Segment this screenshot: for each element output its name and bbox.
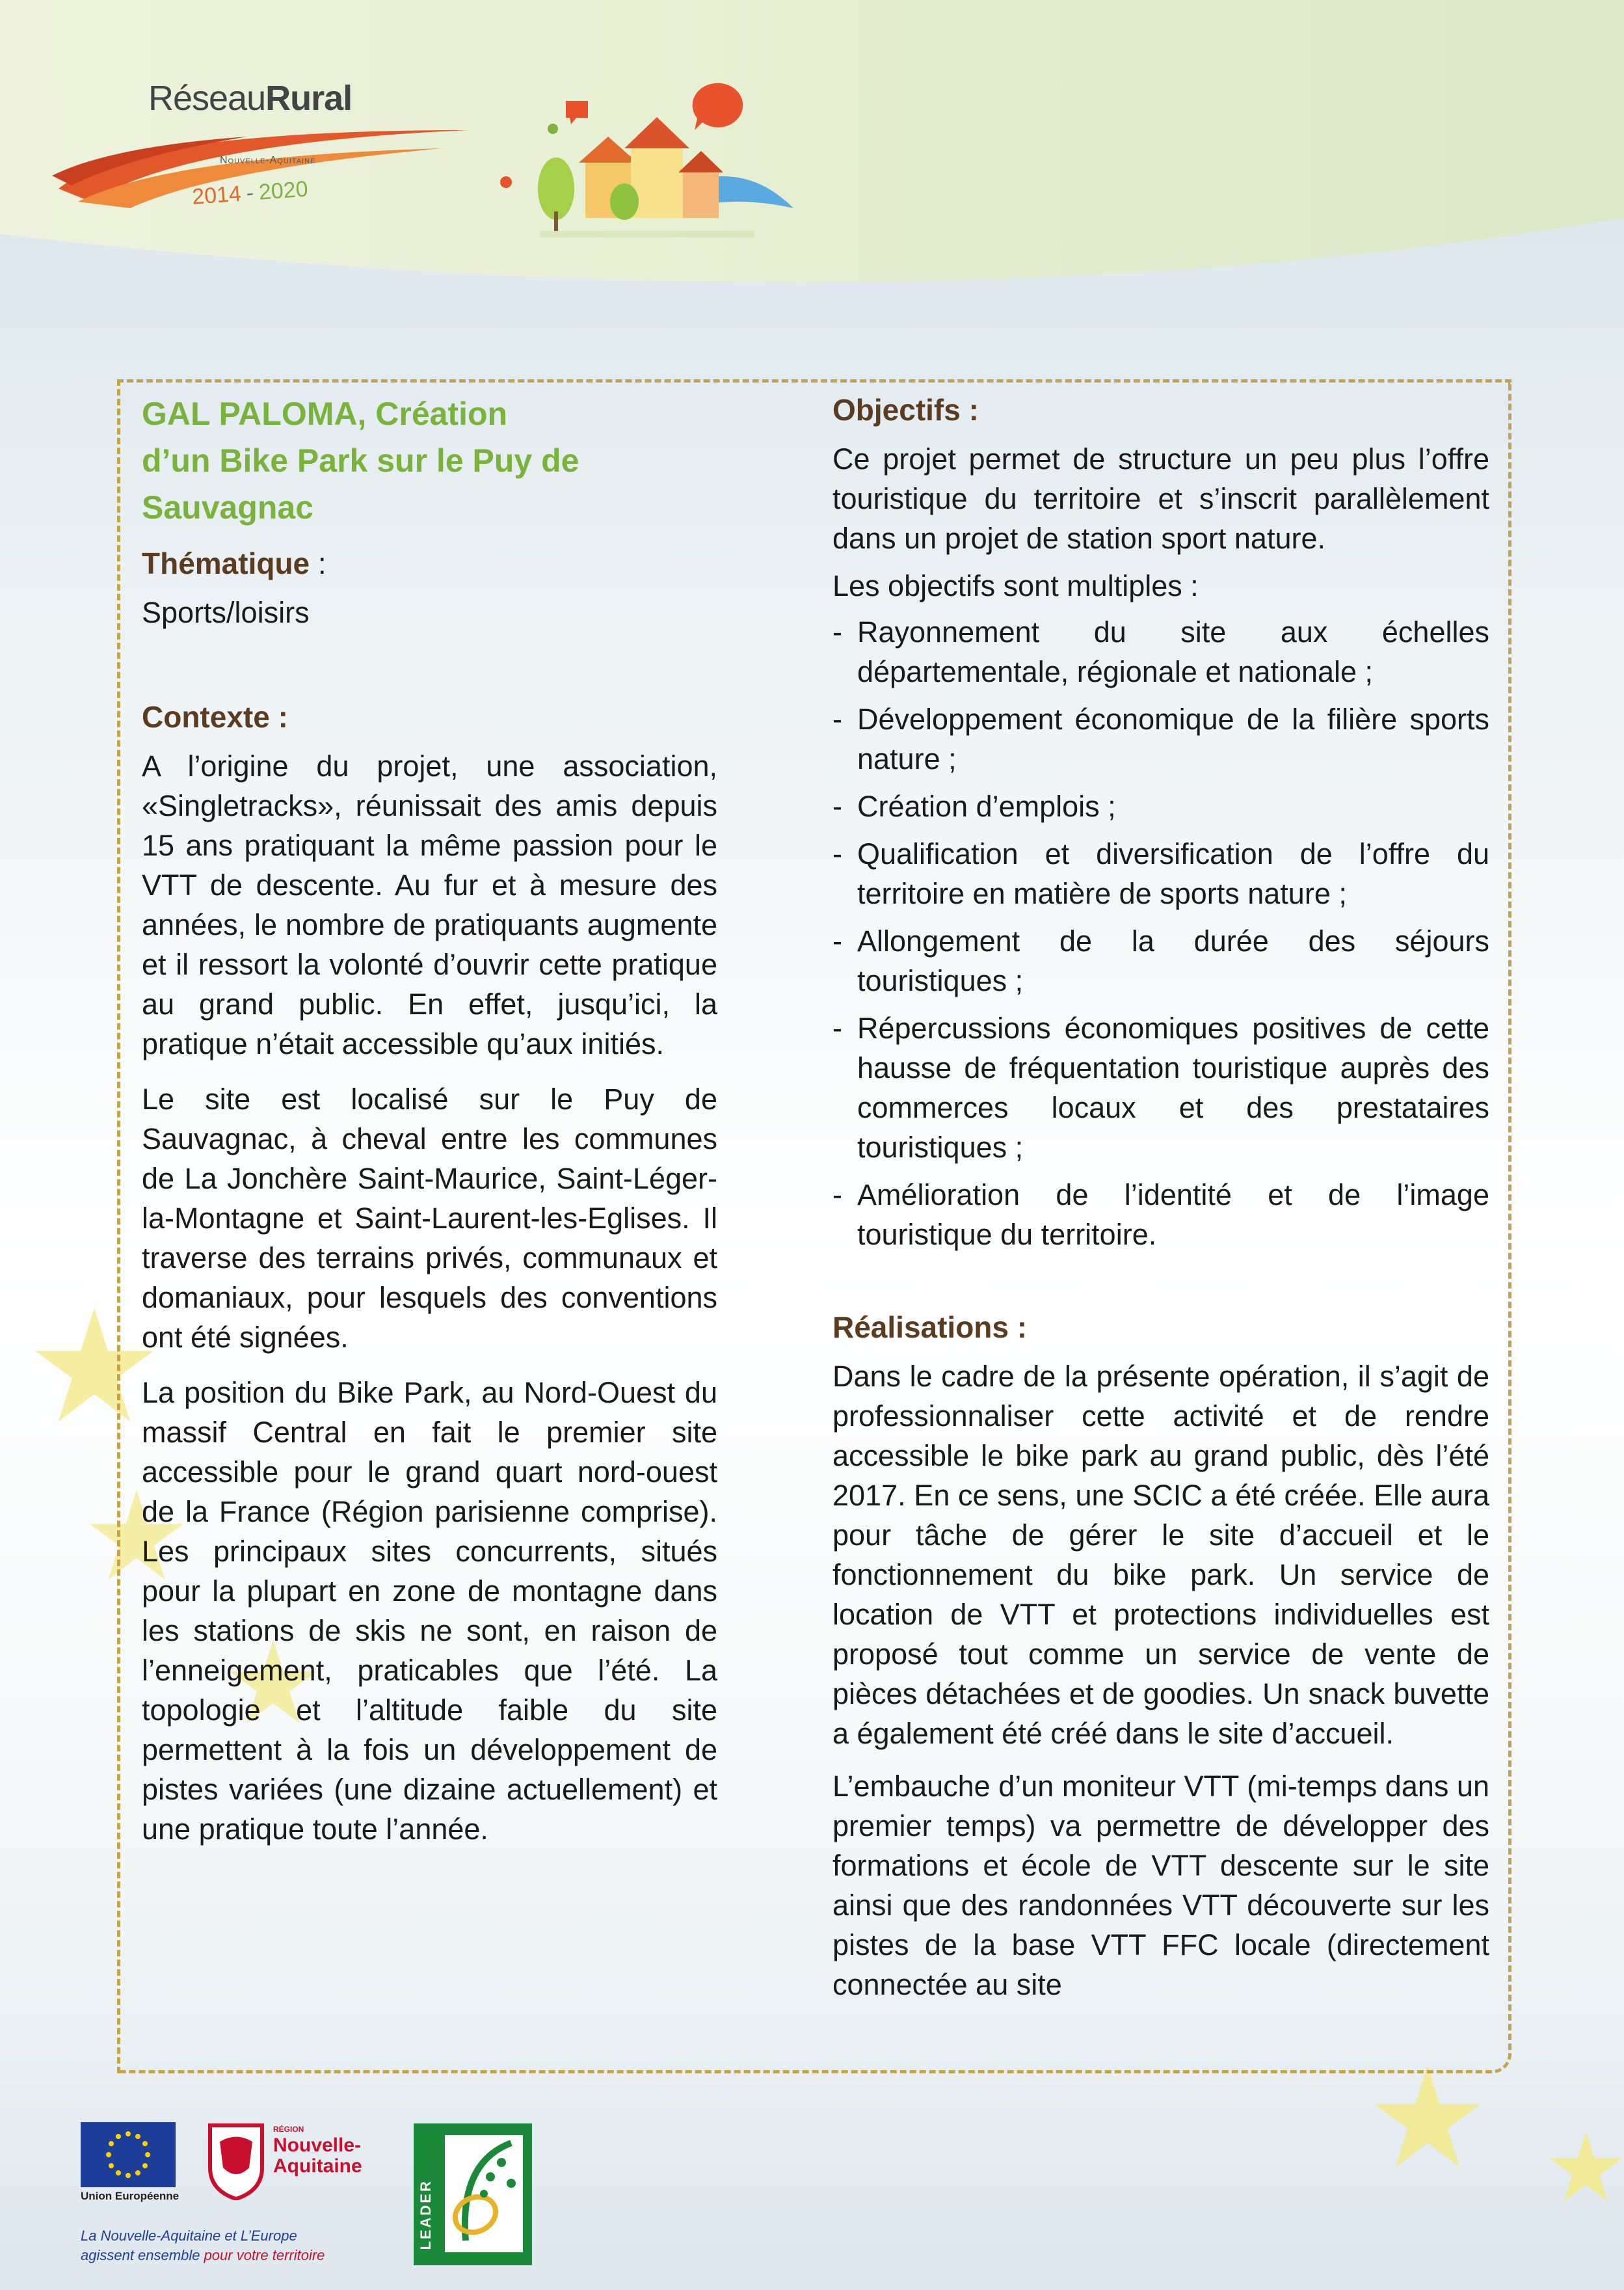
realisations-heading: Réalisations : bbox=[832, 1310, 1028, 1344]
tagline-line: La Nouvelle-Aquitaine et L’Europe bbox=[81, 2228, 297, 2244]
eu-stars-icon bbox=[81, 2122, 176, 2187]
eu-flag-logo bbox=[81, 2122, 176, 2187]
footer-tagline bbox=[81, 2226, 325, 2265]
list-item: - Développement économique de la filière sports nature ; bbox=[832, 703, 1489, 775]
list-item: - Création d’emplois ; bbox=[832, 790, 1116, 823]
objectifs-paragraph: Ce projet permet de structure un peu plus l’offre touristique du territoire et s’inscrit parallèlement dans un projet de station sport nature. bbox=[832, 442, 1489, 555]
contexte-paragraph: Le site est localisé sur le Puy de Sauvagnac, à cheval entre les communes de La Jonchère Saint-Maurice, Saint-Léger-la-Montagne et Saint-Laurent-les-Eglises. Il traverse des terrains privés, communaux et domaniaux, pour lesquels des conventions ont été signées. bbox=[142, 1083, 717, 1354]
left-column bbox=[142, 390, 717, 1849]
list-item: - Répercussions économiques positives de cette hausse de fréquentation touristique auprès des commerces locaux et des prestataires touristiques ; bbox=[832, 1012, 1489, 1164]
contexte-heading: Contexte : bbox=[142, 700, 288, 734]
footer bbox=[0, 2108, 1624, 2290]
region-name: Nouvelle-Aquitaine bbox=[273, 2135, 362, 2177]
brand-years: 2014 - 2020 bbox=[191, 176, 309, 209]
list-item: - Allongement de la durée des séjours touristiques ; bbox=[832, 924, 1489, 997]
title-line: GAL PALOMA, Création bbox=[142, 396, 508, 432]
contexte-paragraph: La position du Bike Park, au Nord-Ouest du massif Central en fait le premier site accessible pour le grand quart nord-ouest de la France (Région parisienne comprise). Les principaux sites concurrents, situés pour la plupart en zone de montagne dans les stations de skis ne sont, en raison de l’enneigement, praticables que l’été. La topologie et l’altitude faible du site permettent à la fois un développement de pistes variées (une dizaine actuellement) et une pratique toute l’année. bbox=[142, 1376, 717, 1846]
objectifs-intro: Les objectifs sont multiples : bbox=[832, 569, 1199, 602]
leader-label: LEADER bbox=[418, 2179, 434, 2250]
region-shield-icon bbox=[207, 2122, 265, 2200]
list-item: - Qualification et diversification de l’offre du territoire en matière de sports nature ; bbox=[832, 837, 1489, 910]
realisations-paragraph: Dans le cadre de la présente opération, il s’agit de professionnaliser cette activité et de rendre accessible le bike park au grand public, dès l’été 2017. En ce sens, une SCIC a été créée. Elle aura pour tâche de gérer le site d’accueil et le fonctionnement du bike park. Un service de location de VTT et protections individuelles est proposé tout comme un service de vente de pièces détachées et de goodies. Un snack buvette a également été créé dans le site d’accueil. bbox=[832, 1360, 1489, 1750]
region-small-label: RÉGION bbox=[273, 2125, 304, 2134]
contexte-paragraph: A l’origine du projet, une association, «Singletracks», réunissait des amis depuis 15 ans pratiquant la même passion pour le VTT de descente. Au fur et à mesure des années, le nombre de pratiquants augmente et il ressort la volonté d’ouvrir cette pratique au grand public. En effet, jusqu’ici, la pratique n’était accessible qu’aux initiés. bbox=[142, 749, 717, 1060]
right-column bbox=[832, 390, 1489, 2004]
thematique-heading: Thématique : bbox=[142, 546, 326, 580]
objectifs-heading: Objectifs : bbox=[832, 393, 979, 427]
list-item: - Rayonnement du site aux échelles départementale, régionale et nationale ; bbox=[832, 615, 1489, 688]
title-line: Sauvagnac bbox=[142, 489, 314, 526]
village-illustration bbox=[494, 72, 806, 260]
thematique-value: Sports/loisirs bbox=[142, 596, 310, 629]
brand-region: Nouvelle-Aquitaine bbox=[220, 155, 316, 166]
brand-name: RéseauRural bbox=[148, 79, 353, 118]
page-title bbox=[142, 390, 717, 531]
title-line: d’un Bike Park sur le Puy de bbox=[142, 442, 579, 479]
reseau-rural-logo bbox=[52, 72, 520, 241]
list-item: - Amélioration de l’identité et de l’image touristique du territoire. bbox=[832, 1178, 1489, 1251]
tagline-line: agissent ensemble pour votre territoire bbox=[81, 2247, 325, 2263]
objectifs-list bbox=[832, 612, 1489, 1254]
realisations-paragraph: L’embauche d’un moniteur VTT (mi-temps dans un premier temps) va permettre de développer des formations et école de VTT descente sur le site ainsi que des randonnées VTT découverte sur les pistes de la base VTT FFC locale (directement connectée au site bbox=[832, 1770, 1489, 2001]
eu-label: Union Européenne bbox=[81, 2190, 180, 2202]
